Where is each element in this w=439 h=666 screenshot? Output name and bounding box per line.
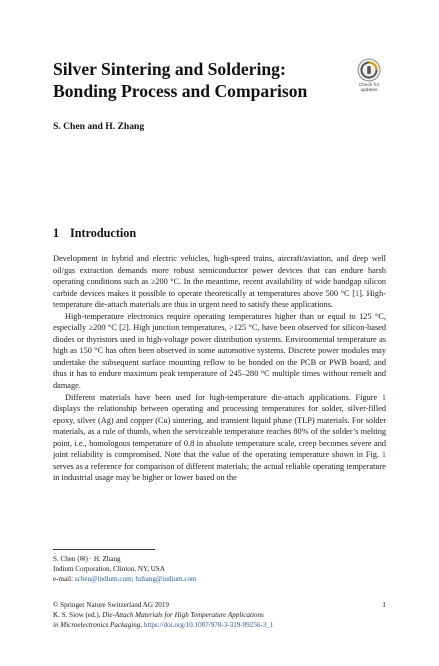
paragraph: [53, 311, 386, 392]
paragraph-text: ]. High-temperature die-attach materials are thus in urgent need to satisfy these applications.: [53, 288, 386, 310]
book-title-part-2: in Microelectronics Packaging: [53, 621, 141, 630]
book-title-part-1: Die-Attach Materials for High Temperature Applications: [102, 611, 264, 620]
paragraph-text: ]. High junction temperatures, >125 °C, have been observed for silicon-based diodes or thyristors used in high-voltage power distribution systems. Environmental temperature as high as 150 °C has often been observed in some automotive systems. Discrete power modules may undertake the subsequent surface mounting reflow to be bonded on the PCB or PWB board, and thus it has to endure maximum peak temperature of 245–280 °C multiple times without remelt and damage.: [53, 323, 387, 391]
citation-doi-line: [53, 620, 386, 630]
check-for-updates-icon: [357, 58, 381, 82]
copyright-block: [53, 600, 386, 630]
footnote-email-line: [53, 574, 386, 584]
page-number: 1: [382, 600, 386, 609]
email-separator: ;: [131, 575, 136, 584]
footnote-divider: [53, 549, 155, 550]
section-heading: [53, 226, 136, 241]
badge-label-line-1: Check for: [358, 83, 380, 88]
paragraph-text: Different materials have been used for high-temperature die-attach applications. Figure: [65, 392, 382, 402]
paragraph-text: High-temperature electronics require operating temperatures higher than or equal to 125 °C, especially ≥200 °C [: [53, 311, 386, 333]
reference-link[interactable]: 1: [354, 288, 360, 298]
citation-separator: ,: [140, 621, 144, 630]
body-text: [53, 253, 386, 484]
email-link-hzhang[interactable]: hzhang@indium.com: [135, 575, 197, 584]
author-footnote: [53, 554, 386, 584]
reference-link[interactable]: 1: [381, 392, 386, 402]
reference-link[interactable]: 2: [121, 323, 127, 333]
citation-line: [53, 610, 386, 620]
citation-editor: K. S. Siow (ed.),: [53, 611, 103, 620]
email-label: e-mail:: [53, 575, 75, 584]
badge-label-line-2: updates: [360, 88, 378, 94]
email-link-schen[interactable]: schen@indium.com: [74, 575, 132, 584]
chapter-title: Silver Sintering and Soldering: Bonding Process and Comparison: [53, 59, 308, 101]
footnote-authors: S. Chen (✉) · H. Zhang: [53, 555, 121, 563]
author-line: S. Chen and H. Zhang: [53, 121, 145, 132]
paragraph-text: serves as a reference for comparison of different materials; the actual reliable operating temperature in industrial usage may be higher or lower based on the: [53, 461, 386, 483]
paragraph-text: displays the relationship between operating and processing temperatures for solder, silver-filled epoxy, silver (Ag) and copper (Cu) sintering, and transient liquid phase (TLP) materials. For solder materials, as a rule of thumb, when the serviceable temperature reaches 80% of the solder’s melting point, i.e., homologous temperature of 0.8 in absolute temperature scale, creep becomes severe and joint reliability is compromised. Note that the value of the operating temperature shown in Fig.: [53, 404, 386, 460]
copyright-line: © Springer Nature Switzerland AG 2019: [53, 601, 169, 609]
reference-link[interactable]: 1: [381, 450, 386, 460]
doi-link[interactable]: https://doi.org/10.1007/978-3-319-99256-3_1: [143, 621, 274, 630]
section-number: 1: [53, 226, 60, 240]
badge-label: [359, 83, 380, 93]
check-for-updates-badge[interactable]: [354, 58, 384, 96]
paragraph: [53, 253, 386, 311]
footnote-affiliation: Indium Corporation, Clinton, NY, USA: [53, 565, 165, 574]
paragraph: [53, 392, 386, 484]
section-title: Introduction: [70, 226, 137, 240]
paragraph-text: Development in hybrid and electric vehicles, high-speed trains, aircraft/aviation, and deep well oil/gas extraction demands more robust semiconductor power devices that can endure harsh operating conditions such as ≥200 °C. In the meantime, recent availability of wide bandgap silicon carbide devices makes it possible to operate theoretically at temperatures above 500 °C [: [53, 254, 386, 298]
